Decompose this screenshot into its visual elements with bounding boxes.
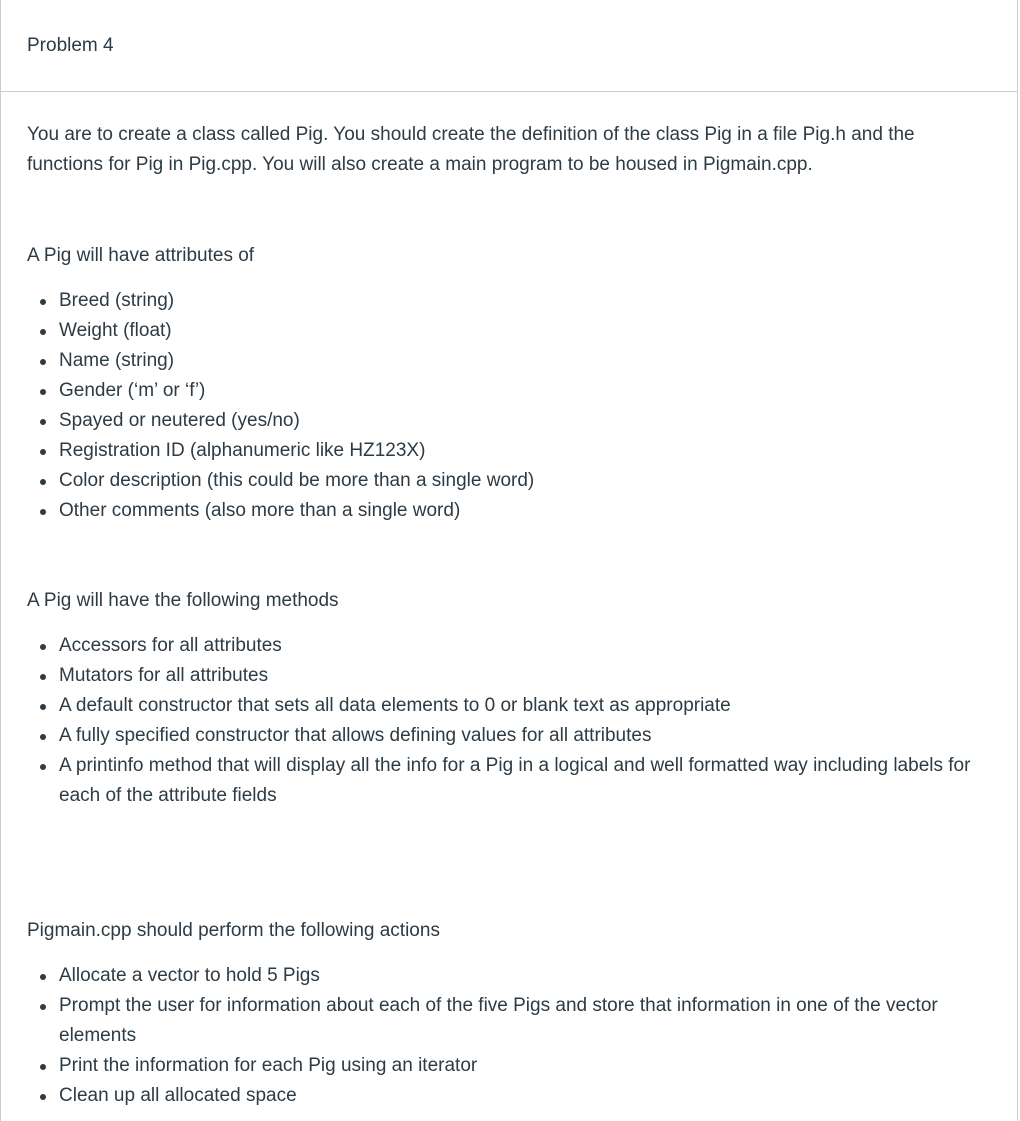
list-item: Gender (‘m’ or ‘f’) — [27, 376, 997, 406]
attributes-list — [27, 286, 997, 526]
problem-title: Problem 4 — [27, 35, 114, 56]
problem-header — [0, 0, 1018, 92]
list-item: Breed (string) — [27, 286, 997, 316]
intro-paragraph: You are to create a class called Pig. You should create the definition of the class Pig in a file Pig.h and the functions for Pig in Pig.cpp. You will also create a main program to be housed in Pigmain.cpp. — [27, 124, 915, 175]
main-actions-list — [27, 961, 997, 1111]
list-item: Name (string) — [27, 346, 997, 376]
list-item: Spayed or neutered (yes/no) — [27, 406, 997, 436]
list-item: Registration ID (alphanumeric like HZ123X) — [27, 436, 997, 466]
list-item: A fully specified constructor that allows defining values for all attributes — [27, 721, 997, 751]
list-item: Other comments (also more than a single word) — [27, 496, 997, 526]
list-item: Accessors for all attributes — [27, 631, 997, 661]
list-item: Mutators for all attributes — [27, 661, 997, 691]
attributes-heading: A Pig will have attributes of — [27, 245, 255, 266]
list-item: Print the information for each Pig using an iterator — [27, 1051, 997, 1081]
list-item: Weight (float) — [27, 316, 997, 346]
methods-list — [27, 631, 997, 811]
list-item: Clean up all allocated space — [27, 1081, 997, 1111]
list-item: A printinfo method that will display all the info for a Pig in a logical and well formatted way including labels for each of the attribute fields — [27, 751, 997, 811]
main-actions-heading: Pigmain.cpp should perform the following actions — [27, 920, 440, 941]
methods-heading: A Pig will have the following methods — [27, 590, 339, 611]
problem-content — [0, 92, 1018, 1121]
list-item: Prompt the user for information about each of the five Pigs and store that information in one of the vector elements — [27, 991, 997, 1051]
list-item: Color description (this could be more than a single word) — [27, 466, 997, 496]
list-item: Allocate a vector to hold 5 Pigs — [27, 961, 997, 991]
list-item: A default constructor that sets all data elements to 0 or blank text as appropriate — [27, 691, 997, 721]
